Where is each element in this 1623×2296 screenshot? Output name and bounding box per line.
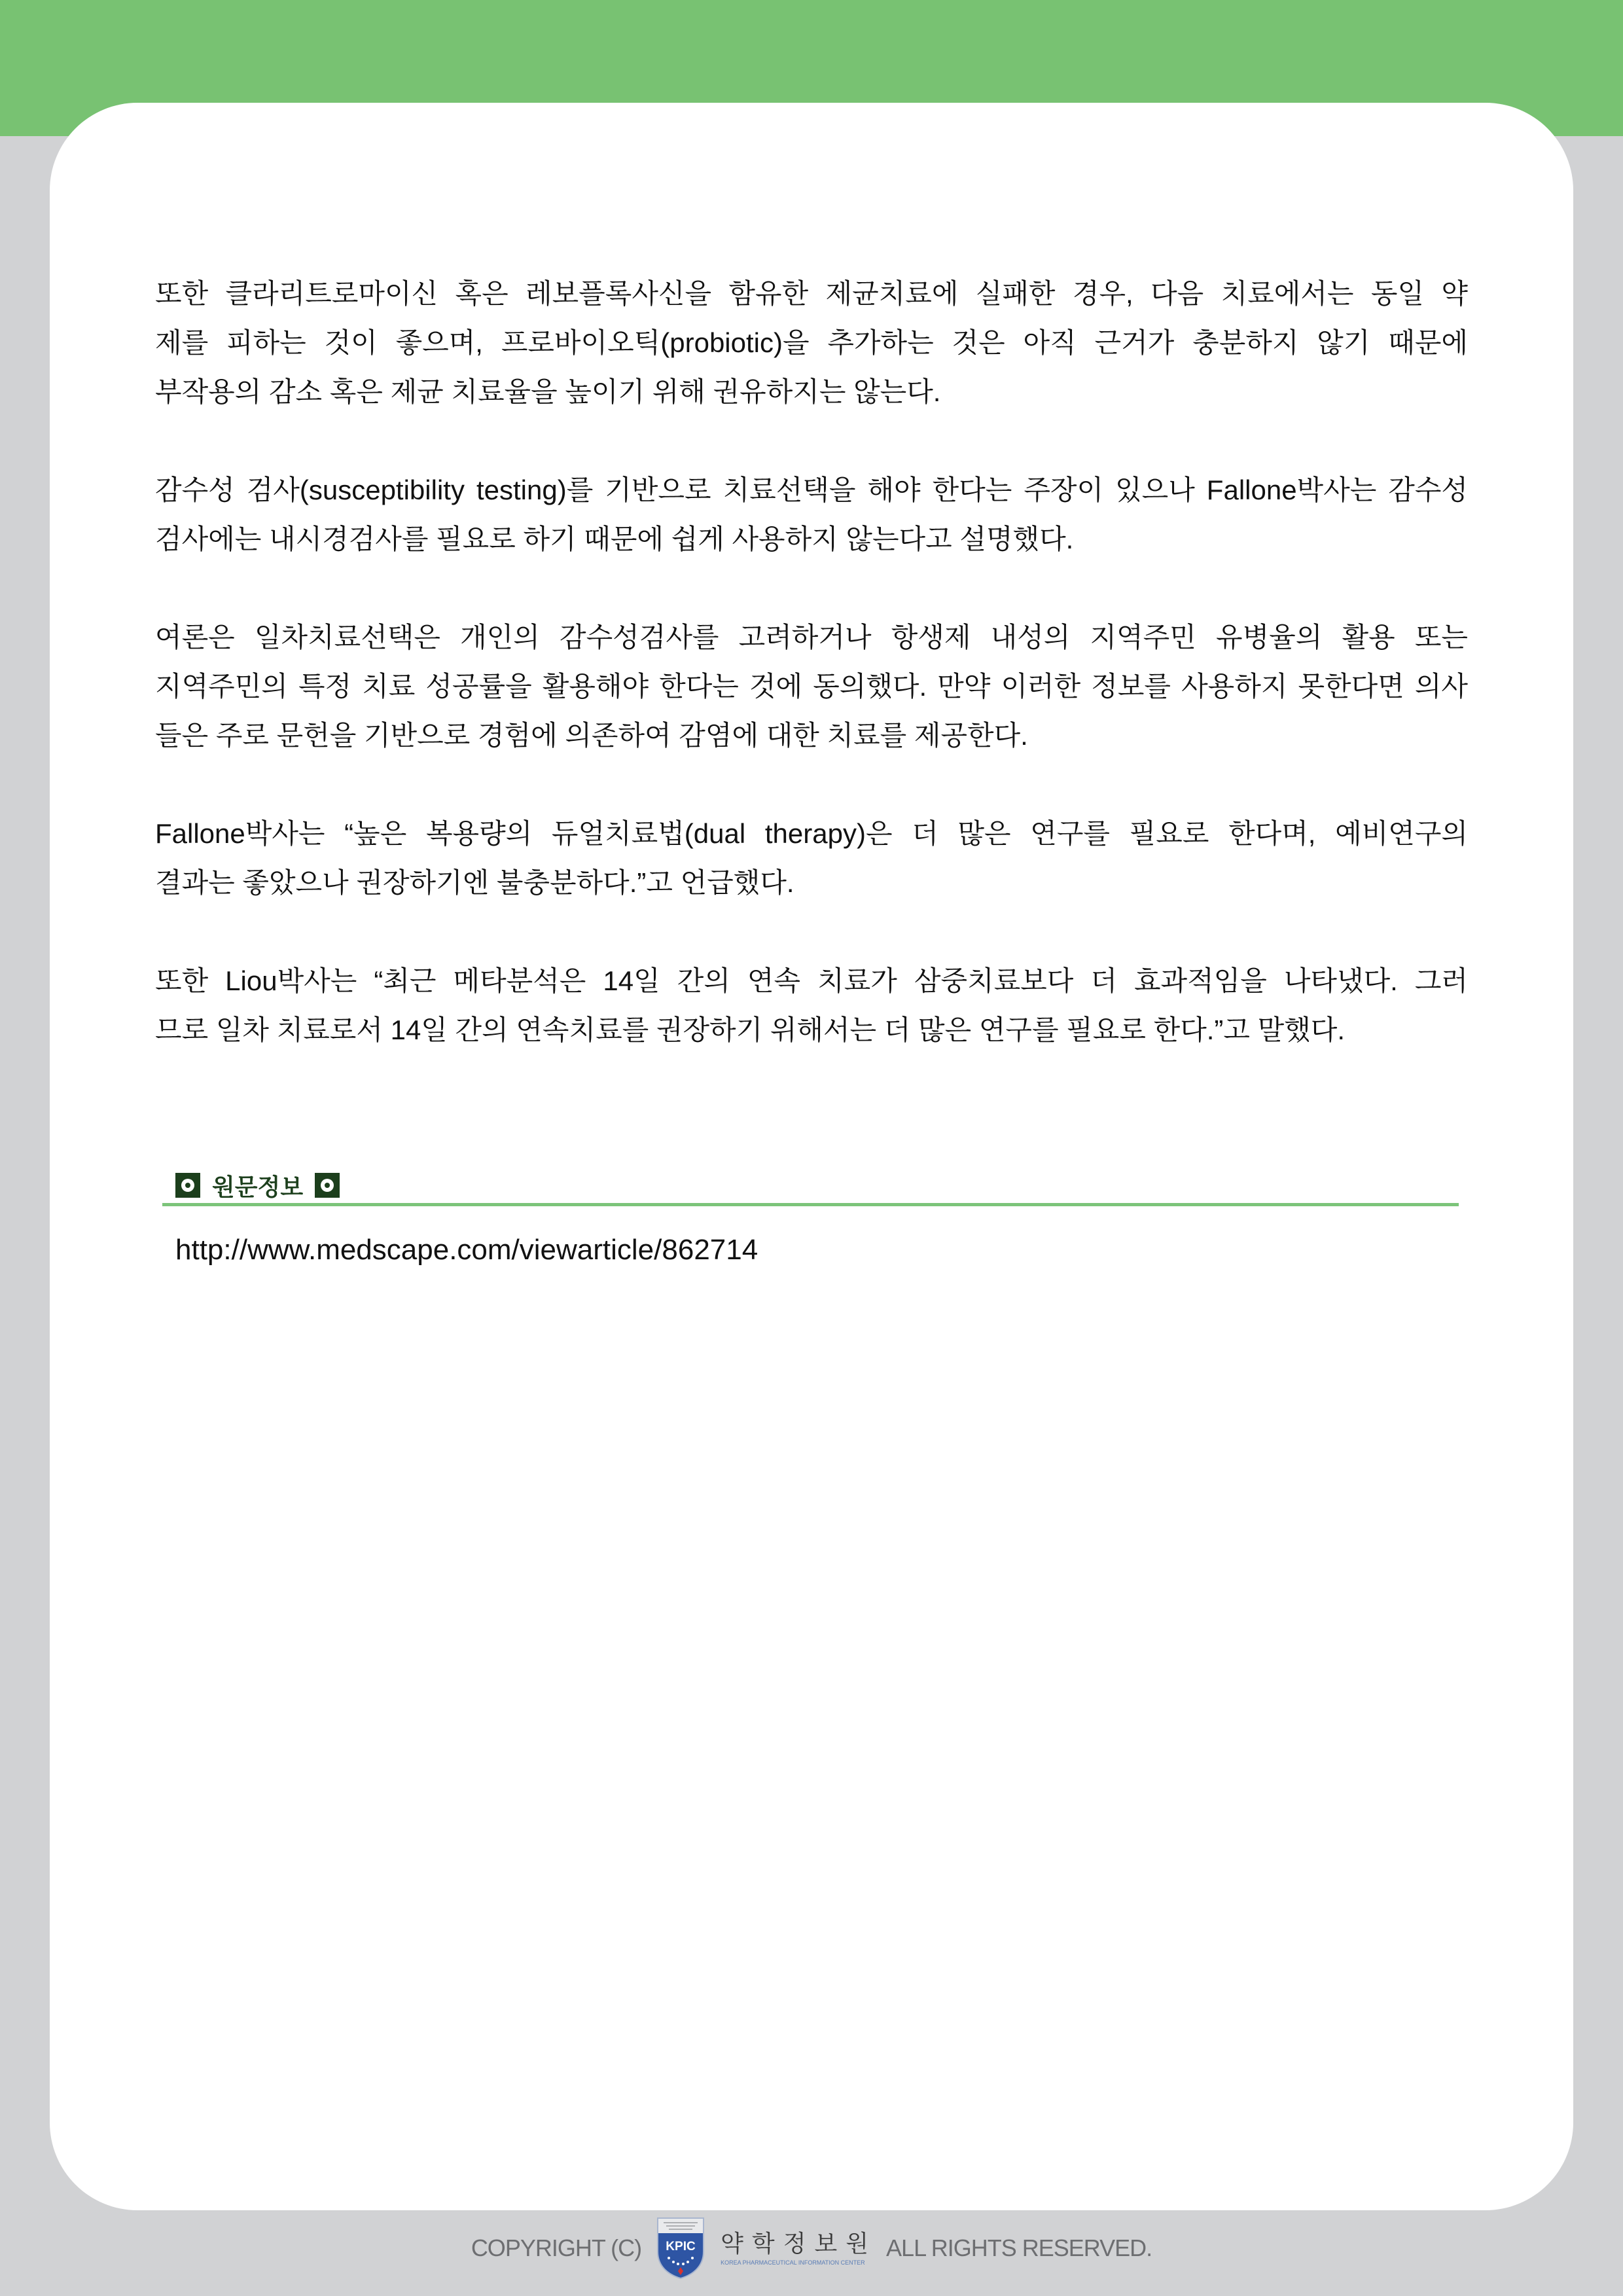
kpic-shield-logo-icon [656,2216,705,2280]
page-footer [0,2216,1623,2280]
logo-wordmark [721,2230,877,2267]
paragraph-line: 또한 클라리트로마이신 혹은 레보플록사신을 함유한 제균치료에 실패한 경우, 다음 치료에서는 동일 약 [155,278,1468,309]
paragraph [155,613,1468,760]
source-section-title: 원문정보 [212,1173,304,1200]
paragraph [155,269,1468,416]
paragraph [155,465,1468,564]
paragraph-line: 결과는 좋았으나 권장하기엔 불충분하다.”고 언급했다. [155,867,794,898]
paragraph-line: 또한 Liou박사는 “최근 메타분석은 14일 간의 연속 치료가 삼중치료보다 더 효과적임을 나타냈다. 그러 [155,965,1468,996]
paragraph-line: 검사에는 내시경검사를 필요로 하기 때문에 쉽게 사용하지 않는다고 설명했다. [155,524,1074,554]
paragraph-line: 부작용의 감소 혹은 제균 치료율을 높이기 위해 권유하지는 않는다. [155,376,941,407]
source-url-link[interactable]: http://www.medscape.com/viewarticle/862714 [175,1234,758,1266]
logo-name: 약학정보원 [721,2230,878,2257]
rights-text: ALL RIGHTS RESERVED. [886,2234,1152,2261]
paragraph [155,809,1468,907]
square-bullet-icon [315,1173,340,1198]
paragraph-line: 여론은 일차치료선택은 개인의 감수성검사를 고려하거나 항생제 내성의 지역주민 유병율의 활용 또는 [155,622,1468,653]
logo-subtitle: KOREA PHARMACEUTICAL INFORMATION CENTER [721,2259,865,2266]
logo-emblem-text: KPIC [666,2240,696,2253]
paragraph-line: Fallone박사는 “높은 복용량의 듀얼치료법(dual therapy)은 더 많은 연구를 필요로 한다며, 예비연구의 [155,818,1468,849]
paragraph-line: 들은 주로 문헌을 기반으로 경험에 의존하여 감염에 대한 치료를 제공한다. [155,720,1028,751]
paragraph-line: 제를 피하는 것이 좋으며, 프로바이오틱(probiotic)을 추가하는 것은 아직 근거가 충분하지 않기 때문에 [155,327,1468,358]
paragraph-line: 감수성 검사(susceptibility testing)를 기반으로 치료선택을 해야 한다는 주장이 있으나 Fallone박사는 감수성 [155,475,1468,505]
copyright-text: COPYRIGHT (C) [471,2234,642,2261]
paragraph-line: 므로 일차 치료로서 14일 간의 연속치료를 권장하기 위해서는 더 많은 연구를 필요로 한다.”고 말했다. [155,1014,1346,1045]
paragraph [155,956,1468,1054]
paragraph-line: 지역주민의 특정 치료 성공률을 활용해야 한다는 것에 동의했다. 만약 이러한 정보를 사용하지 못한다면 의사 [155,671,1468,702]
source-section-header [162,1168,1459,1206]
square-bullet-icon [175,1173,200,1198]
article-body [155,269,1468,1103]
